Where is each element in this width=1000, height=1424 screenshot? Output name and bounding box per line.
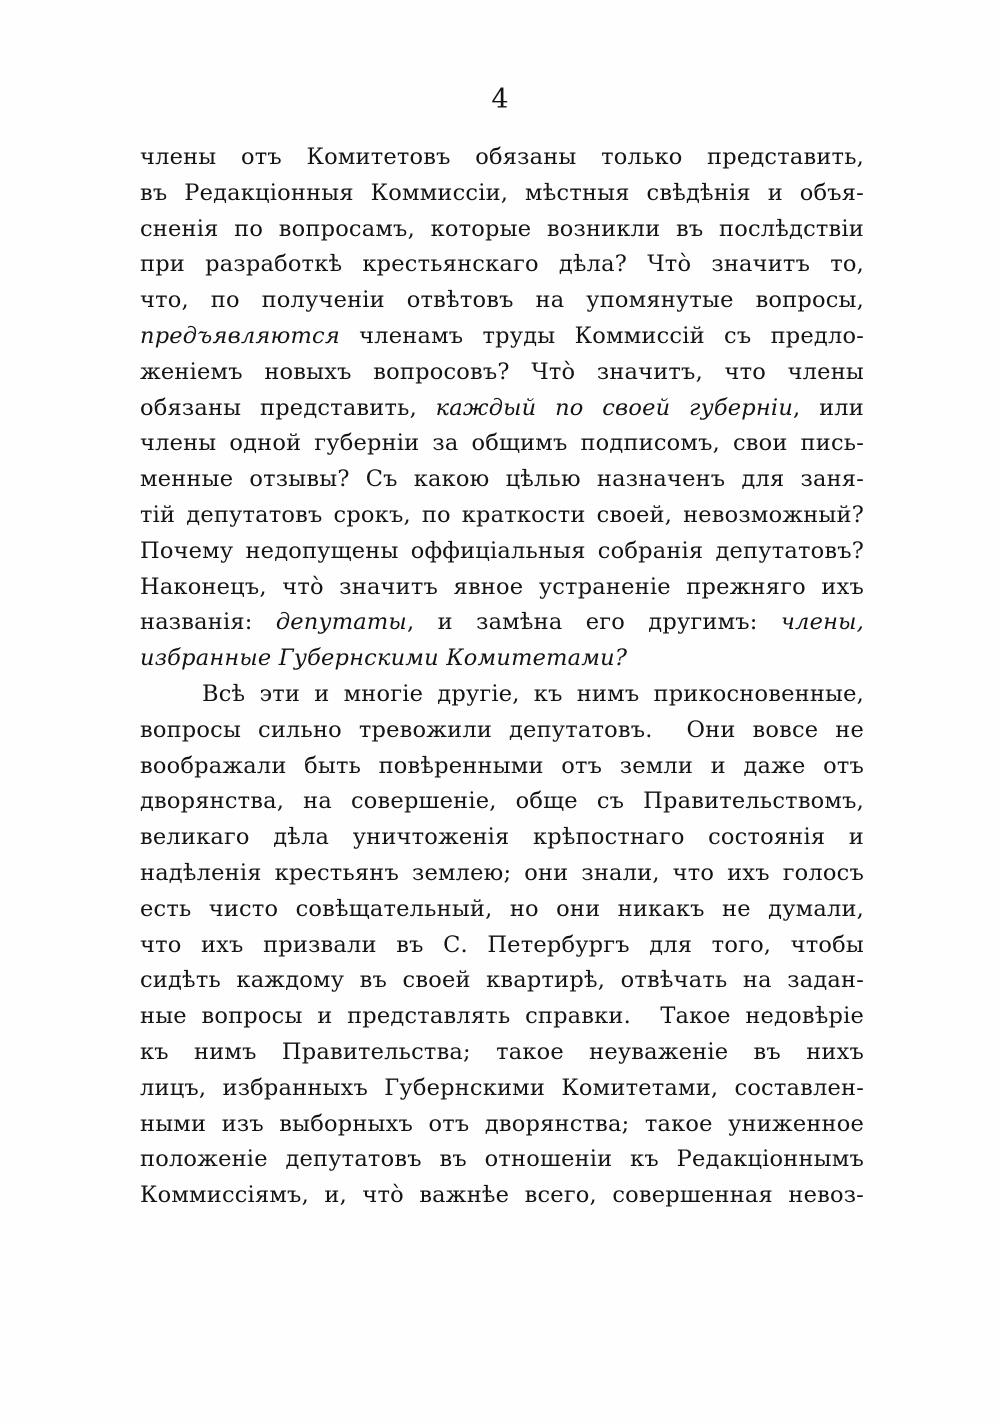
text-segment: вопросы сильно тревожили депутатовъ. Они вовсе не <box>140 716 864 743</box>
text-segment: названія: <box>140 609 276 636</box>
text-segment: великаго дѣла уничтоженія крѣпостнаго состоянія и <box>140 824 864 851</box>
text-line <box>140 212 864 248</box>
text-segment: сидѣть каждому въ своей квартирѣ, отвѣчать на задан- <box>140 967 864 994</box>
text-line <box>140 176 864 212</box>
text-segment: сненія по вопросамъ, которые возникли въ послѣдствіи <box>140 215 864 242</box>
italic-text-segment: предъявляются <box>140 322 340 349</box>
text-segment: въ Редакціонныя Коммиссіи, мѣстныя свѣдѣнія и объя- <box>140 179 864 206</box>
text-segment: Наконецъ, что̀ значитъ явное устраненіе прежняго ихъ <box>140 573 864 600</box>
text-segment: положеніе депутатовъ въ отношеніи къ Редакціоннымъ <box>140 1146 864 1173</box>
text-segment: надѣленія крестьянъ землею; они знали, что ихъ голосъ <box>140 859 864 886</box>
text-line <box>140 749 864 785</box>
italic-text-segment: каждый по своей губерніи <box>435 394 794 421</box>
text-segment: Почему недопущены оффиціальныя собранія депутатовъ? <box>140 537 864 564</box>
text-line <box>140 247 864 283</box>
text-line <box>140 1142 864 1178</box>
text-segment: Коммиссіямъ, и, что̀ важнѣе всего, совершенная невоз- <box>140 1182 864 1209</box>
text-line <box>140 641 864 677</box>
text-segment: что, по полученіи отвѣтовъ на упомянутые вопросы, <box>140 287 864 314</box>
text-line <box>140 534 864 570</box>
text-line <box>140 892 864 928</box>
italic-text-segment: депутаты <box>275 609 407 636</box>
text-line <box>140 713 864 749</box>
text-segment: , или <box>793 394 864 421</box>
text-line <box>140 570 864 606</box>
text-segment: женіемъ новыхъ вопросовъ? Что̀ значитъ, что члены <box>140 358 864 385</box>
text-segment: лицъ, избранныхъ Губернскими Комитетами, составлен- <box>140 1074 864 1101</box>
text-segment: что ихъ призвали въ С. Петербургъ для того, чтобы <box>140 931 864 958</box>
text-segment: ные вопросы и представлять справки. Такое недовѣріе <box>140 1003 864 1030</box>
text-segment: къ нимъ Правительства; такое неуваженіе въ нихъ <box>140 1038 864 1065</box>
text-line <box>140 605 864 641</box>
text-line <box>140 784 864 820</box>
text-segment: члены одной губерніи за общимъ подписомъ, свои пись- <box>140 430 864 457</box>
text-line <box>140 1071 864 1107</box>
text-segment: обязаны представить, <box>140 394 436 421</box>
text-line <box>140 140 864 176</box>
text-line <box>140 1107 864 1143</box>
text-segment: тій депутатовъ срокъ, по краткости своей, невозможный? <box>140 501 864 528</box>
text-segment: члены отъ Комитетовъ обязаны только представить, <box>140 144 864 170</box>
text-segment: Всѣ эти и многіе другіе, къ нимъ прикосновенные, <box>202 680 864 707</box>
text-line <box>140 319 864 355</box>
text-segment: ными изъ выборныхъ отъ дворянства; такое униженное <box>140 1110 864 1137</box>
text-line <box>140 1178 864 1214</box>
text-line <box>140 462 864 498</box>
page-number: 4 <box>491 84 509 115</box>
text-segment: членамъ труды Коммиссій съ предло- <box>339 322 864 349</box>
text-line <box>140 963 864 999</box>
text-line <box>140 1035 864 1071</box>
body-text <box>140 140 864 1214</box>
text-line <box>140 999 864 1035</box>
text-line <box>140 391 864 427</box>
text-line <box>140 426 864 462</box>
text-line <box>140 677 864 713</box>
text-line <box>140 928 864 964</box>
text-line <box>140 820 864 856</box>
text-line <box>140 355 864 391</box>
text-segment: при разработкѣ крестьянскаго дѣла? Что̀ значитъ то, <box>140 251 864 278</box>
text-segment: дворянства, на совершеніе, обще съ Правительствомъ, <box>140 788 864 815</box>
text-segment: менные отзывы? Съ какою цѣлью назначенъ для заня- <box>140 466 864 493</box>
text-line <box>140 283 864 319</box>
text-segment: есть чисто совѣщательный, но они никакъ не думали, <box>140 895 864 922</box>
italic-text-segment: члены, <box>780 609 864 636</box>
text-segment: , и замѣна его другимъ: <box>406 609 781 636</box>
italic-text-segment: избранные Губернскими Комитетами? <box>140 645 628 672</box>
text-line <box>140 498 864 534</box>
text-line <box>140 856 864 892</box>
text-segment: воображали быть повѣренными отъ земли и даже отъ <box>140 752 864 779</box>
